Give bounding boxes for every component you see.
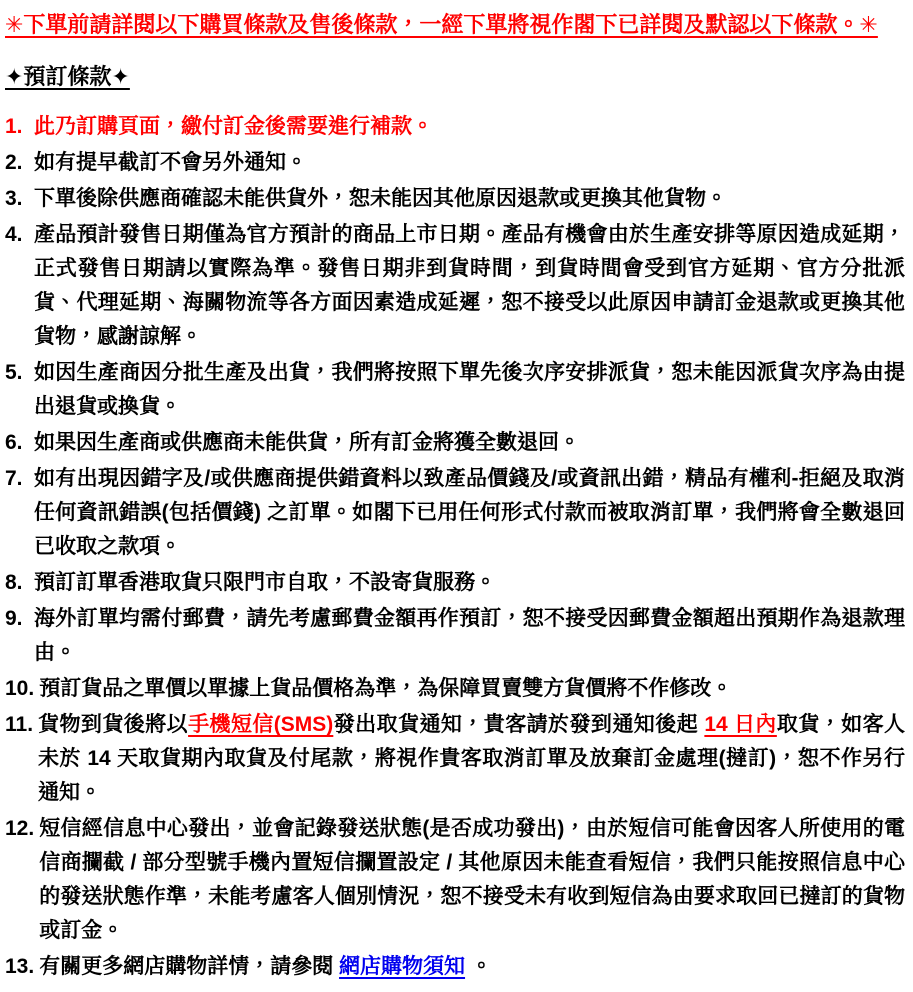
term-item-6 — [5, 426, 905, 460]
term-text: 如有出現因錯字及/或供應商提供錯資料以致產品價錢及/或資訊出錯，精品有權利-拒絕及取消任何資訊錯誤(包括價錢) 之訂單。如閣下已用任何形式付款而被取消訂單，我們將會全數退回已收取之款項。 — [34, 467, 905, 558]
term-text: 海外訂單均需付郵費，請先考慮郵費金額再作預訂，恕不接受因郵費金額超出預期作為退款理由。 — [34, 607, 905, 664]
term-item-8 — [5, 566, 905, 600]
term-number: 7. — [5, 467, 23, 490]
term-text — [39, 950, 905, 984]
term-text: 如果因生產商或供應商未能供貨，所有訂金將獲全數退回。 — [34, 431, 580, 454]
term-text-segment: 發出取貨通知，貴客請於發到通知後起 — [333, 713, 705, 736]
term-number: 8. — [5, 571, 23, 594]
term-item-9 — [5, 602, 905, 670]
term-text: 此乃訂購頁面，繳付訂金後需要進行補款。 — [34, 115, 433, 138]
term-number: 13. — [5, 955, 35, 978]
term-number: 5. — [5, 361, 23, 384]
term-text-segment: 取貨，如客人未於 14 天取貨期內取貨及付尾款，將視作貴客取消訂單及放棄訂金處理(撻訂)，恕不作另行通知。 — [38, 713, 906, 804]
term-number: 1. — [5, 115, 23, 138]
term-text-segment: 。 — [465, 955, 492, 978]
term-text: 預訂訂單香港取貨只限門市自取，不設寄貨服務。 — [34, 571, 496, 594]
term-text: 預訂貨品之單價以單據上貨品價格為準，為保障買賣雙方貨價將不作修改。 — [39, 677, 733, 700]
term-number: 12. — [5, 817, 35, 840]
term-item-4 — [5, 218, 905, 354]
pickup-deadline-highlight: 14 日內 — [704, 713, 777, 736]
sms-highlight: 手機短信(SMS) — [188, 713, 334, 736]
term-number: 2. — [5, 151, 23, 174]
term-text-segment: 有關更多網店購物詳情，請參閱 — [39, 955, 340, 978]
term-item-12 — [5, 812, 905, 948]
term-number: 10. — [5, 677, 35, 700]
term-item-3 — [5, 182, 905, 216]
term-text: 如因生產商因分批生產及出貨，我們將按照下單先後次序安排派貨，恕未能因派貨次序為由提出退貨或換貨。 — [34, 361, 905, 418]
term-item-1 — [5, 110, 905, 144]
term-item-13 — [5, 950, 905, 984]
term-number: 4. — [5, 223, 23, 246]
term-number: 11. — [5, 713, 34, 736]
term-number: 6. — [5, 431, 23, 454]
term-item-7 — [5, 462, 905, 564]
term-number: 3. — [5, 187, 23, 210]
term-text: 如有提早截訂不會另外通知。 — [34, 151, 307, 174]
term-item-10 — [5, 672, 905, 706]
term-item-2 — [5, 146, 905, 180]
term-text: 短信經信息中心發出，並會記錄發送狀態(是否成功發出)，由於短信可能會因客人所使用的電信商攔截 / 部分型號手機內置短信攔置設定 / 其他原因未能查看短信，我們只能按照信息中心的發送狀態作準，未能考慮客人個別情況，恕不接受未有收到短信為由要求取回已撻訂的貨物或訂金。 — [39, 817, 905, 942]
shop-guide-link[interactable]: 網店購物須知 — [339, 955, 466, 978]
term-number: 9. — [5, 607, 23, 630]
term-text-segment: 貨物到貨後將以 — [38, 713, 189, 736]
term-item-11 — [5, 708, 905, 810]
section-title-row — [5, 60, 905, 110]
term-text: 下單後除供應商確認未能供貨外，恕未能因其他原因退款或更換其他貨物。 — [34, 187, 727, 210]
terms-list — [5, 110, 905, 984]
term-item-5 — [5, 356, 905, 424]
section-title: ✦預訂條款✦ — [5, 64, 130, 89]
warning-header: ✳下單前請詳閱以下購買條款及售後條款，一經下單將視作閣下已詳閱及默認以下條款。✳ — [5, 12, 878, 37]
term-text — [38, 708, 905, 810]
term-text: 產品預計發售日期僅為官方預計的商品上市日期。產品有機會由於生產安排等原因造成延期，正式發售日期請以實際為準。發售日期非到貨時間，到貨時間會受到官方延期、官方分批派貨、代理延期、海關物流等各方面因素造成延遲，恕不接受以此原因申請訂金退款或更換其他貨物，感謝諒解。 — [34, 223, 905, 348]
